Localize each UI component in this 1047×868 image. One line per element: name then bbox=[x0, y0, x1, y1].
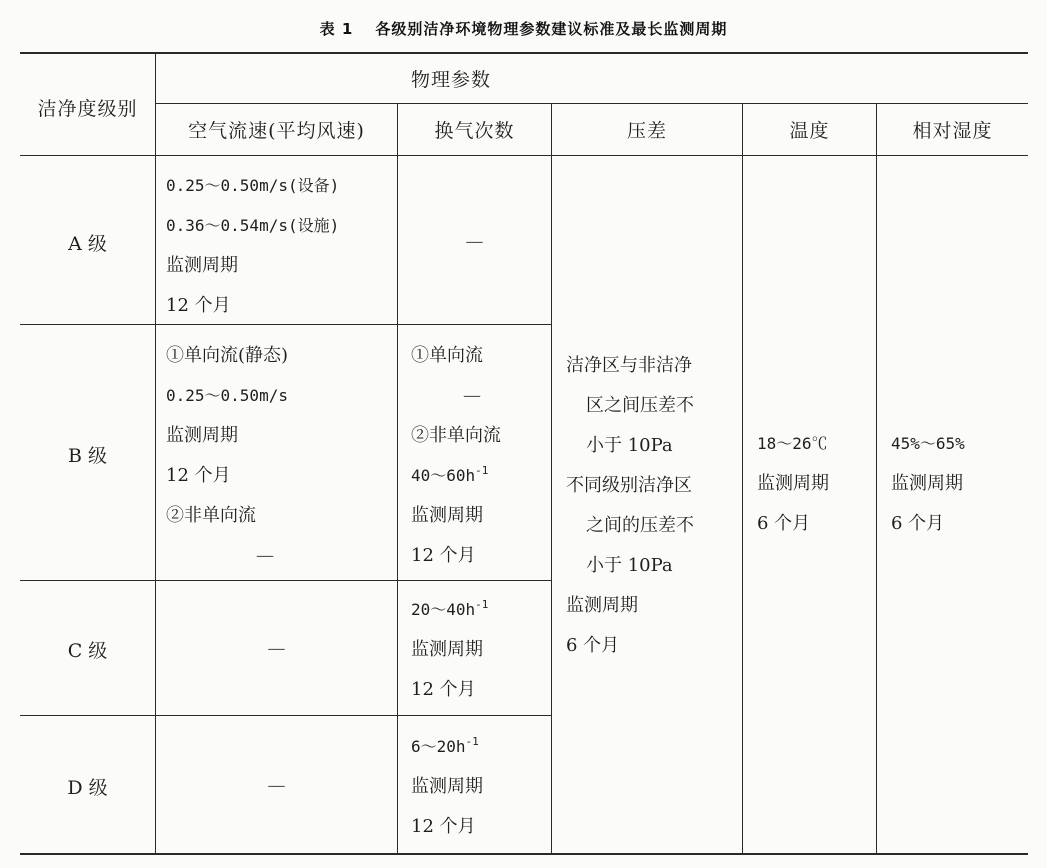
table-number: 表 1 bbox=[319, 20, 354, 38]
row-a-grade: A 级 bbox=[68, 233, 107, 255]
row-d-ach-range: 6～20h bbox=[411, 737, 466, 756]
row-b-non-unidirectional-label: ②非单向流 bbox=[166, 505, 256, 526]
row-d-air-changes bbox=[411, 727, 551, 847]
row-c-grade: C 级 bbox=[67, 640, 108, 662]
row-c-ach-range: 20～40h bbox=[411, 600, 476, 619]
pressure-line-1: 洁净区与非洁净 bbox=[566, 355, 692, 376]
col-divider-1 bbox=[155, 54, 156, 854]
row-b-ach-unidirectional-label: ①单向流 bbox=[411, 345, 483, 366]
row-d-ach-period-label: 监测周期 bbox=[411, 776, 483, 797]
pressure-line-6: 小于 10Pa bbox=[586, 555, 673, 576]
header-temperature: 温度 bbox=[789, 120, 830, 142]
row-b-ach-value bbox=[411, 456, 551, 496]
row-b-air-velocity bbox=[166, 336, 396, 576]
table-top-rule bbox=[20, 52, 1028, 54]
pressure-line-5: 之间的压差不 bbox=[586, 515, 694, 536]
row-d-grade: D 级 bbox=[67, 777, 108, 799]
col-divider-5 bbox=[876, 103, 877, 854]
row-b-ach-range: 40～60h bbox=[411, 466, 476, 485]
row-c-air-velocity: — bbox=[267, 638, 286, 659]
header-pressure-diff: 压差 bbox=[626, 120, 667, 142]
header-air-velocity: 空气流速(平均风速) bbox=[188, 120, 365, 142]
humidity-period-label: 监测周期 bbox=[891, 473, 963, 494]
row-b-velocity-range: 0.25～0.50m/s bbox=[166, 386, 288, 405]
humidity-cell bbox=[891, 424, 1027, 544]
row-d-ach-period: 12 个月 bbox=[411, 816, 476, 837]
header-physical-params: 物理参数 bbox=[410, 69, 491, 91]
header-grade: 洁净度级别 bbox=[37, 98, 138, 120]
header-humidity: 相对湿度 bbox=[912, 120, 993, 142]
row-a-velocity-device: 0.25～0.50m/s(设备) bbox=[166, 176, 340, 195]
pressure-period: 6 个月 bbox=[566, 635, 620, 656]
table-caption bbox=[0, 18, 1047, 39]
row-c-ach-period-label: 监测周期 bbox=[411, 639, 483, 660]
row-a-velocity-period-label: 监测周期 bbox=[166, 255, 238, 276]
row-b-ach-non-unidirectional-label: ②非单向流 bbox=[411, 425, 501, 446]
pressure-line-4: 不同级别洁净区 bbox=[566, 475, 692, 496]
row-b-velocity-period-label: 监测周期 bbox=[166, 425, 238, 446]
row-c-ach-exponent: -1 bbox=[475, 598, 489, 611]
col-divider-3 bbox=[551, 103, 552, 854]
row-b-non-unidirectional-value: — bbox=[256, 545, 274, 566]
col-divider-2 bbox=[397, 103, 398, 854]
row-a-velocity-facility: 0.36～0.54m/s(设施) bbox=[166, 216, 340, 235]
row-b-ach-period-label: 监测周期 bbox=[411, 505, 483, 526]
row-c-bottom-rule bbox=[20, 715, 551, 716]
row-b-unidirectional-label: ①单向流(静态) bbox=[166, 345, 289, 366]
row-b-air-changes bbox=[411, 336, 551, 576]
row-b-ach-period: 12 个月 bbox=[411, 545, 476, 566]
row-b-bottom-rule bbox=[20, 580, 551, 581]
row-d-ach-exponent: -1 bbox=[465, 735, 479, 748]
temperature-range: 18～26℃ bbox=[757, 434, 828, 453]
header-air-changes: 换气次数 bbox=[434, 120, 515, 142]
humidity-period: 6 个月 bbox=[891, 513, 945, 534]
temperature-period: 6 个月 bbox=[757, 513, 811, 534]
row-b-ach-unidirectional-value: — bbox=[463, 385, 481, 406]
pressure-period-label: 监测周期 bbox=[566, 595, 638, 616]
row-a-velocity-period: 12 个月 bbox=[166, 295, 231, 316]
row-b-ach-exponent: -1 bbox=[475, 464, 489, 477]
temperature-cell bbox=[757, 424, 875, 544]
temperature-period-label: 监测周期 bbox=[757, 473, 829, 494]
row-c-air-changes bbox=[411, 590, 551, 710]
pressure-line-2: 区之间压差不 bbox=[586, 395, 694, 416]
row-a-air-changes: — bbox=[465, 231, 484, 252]
row-d-ach-value bbox=[411, 727, 551, 767]
row-c-ach-period: 12 个月 bbox=[411, 679, 476, 700]
row-b-grade: B 级 bbox=[67, 445, 107, 467]
row-c-ach-value bbox=[411, 590, 551, 630]
row-b-velocity-period: 12 个月 bbox=[166, 465, 231, 486]
pressure-line-3: 小于 10Pa bbox=[586, 435, 673, 456]
pressure-diff-cell bbox=[566, 346, 742, 666]
row-d-air-velocity: — bbox=[267, 775, 286, 796]
humidity-range: 45%～65% bbox=[891, 434, 965, 453]
row-a-air-velocity bbox=[166, 166, 396, 326]
table-header-divider bbox=[156, 103, 1028, 104]
table-title: 各级别洁净环境物理参数建议标准及最长监测周期 bbox=[375, 20, 728, 38]
col-divider-4 bbox=[742, 103, 743, 854]
